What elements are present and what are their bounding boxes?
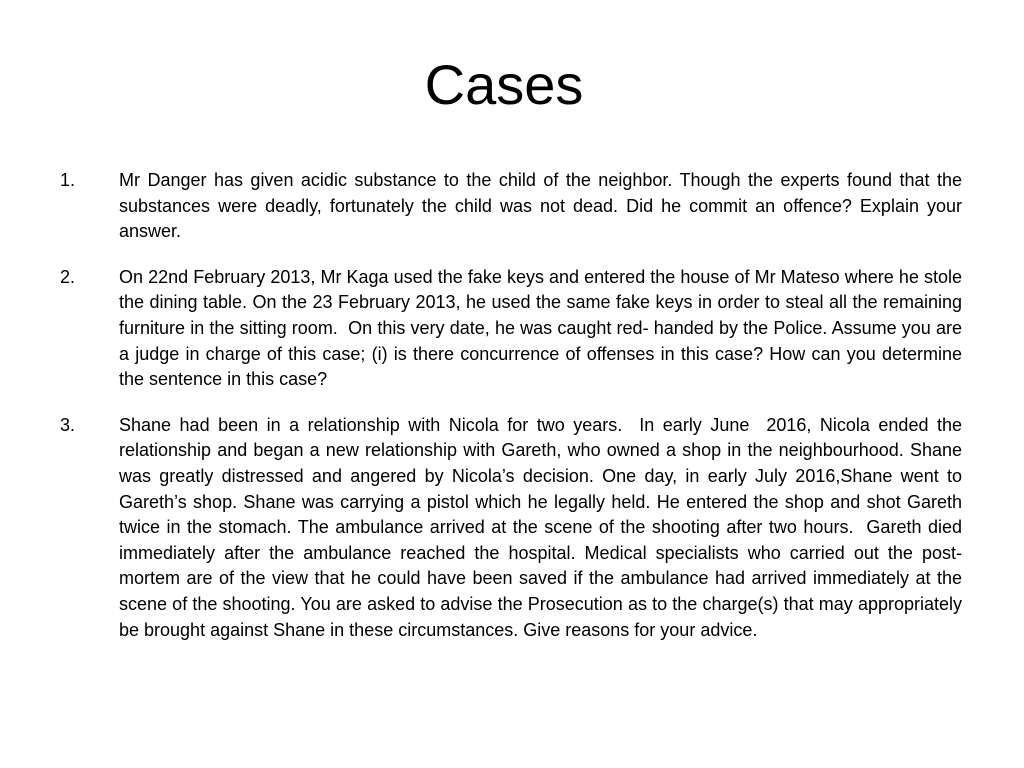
case-item-2: [60, 265, 968, 393]
case-text: Shane had been in a relationship with Nicola for two years. In early June 2016, Nicola ended the relationship and began a new relationship with Gareth, who owned a shop in the neighbourhood. Shane was greatly distressed and angered by Nicola’s decision. One day, in early July 2016,Shane went to Gareth’s shop. Shane was carrying a pistol which he legally held. He entered the shop and shot Gareth twice in the stomach. The ambulance arrived at the scene of the shooting after two hours. Gareth died immediately after the ambulance reached the hospital. Medical specialists who carried out the post-mortem are of the view that he could have been saved if the ambulance had arrived immediately at the scene of the shooting. You are asked to advise the Prosecution as to the charge(s) that may appropriately be brought against Shane in these circumstances. Give reasons for your advice.: [119, 414, 968, 640]
case-number: 3.: [60, 414, 76, 435]
case-item-3: [60, 413, 968, 643]
case-item-1: [60, 168, 968, 245]
case-number: 1.: [60, 170, 76, 190]
case-text: Mr Danger has given acidic substance to the child of the neighbor. Though the experts found that the substances were deadly, fortunately the child was not dead. Did he commit an offence? Explain your answer.: [119, 170, 968, 242]
case-number: 2.: [60, 266, 76, 287]
slide-title: Cases: [424, 53, 584, 116]
case-text: On 22nd February 2013, Mr Kaga used the fake keys and entered the house of Mr Mateso where he stole the dining table. On the 23 February 2013, he used the same fake keys in order to steal all the remaining furniture in the sitting room. On this very date, he was caught red- handed by the Police. Assume you are a judge in charge of this case; (i) is there concurrence of offenses in this case? How can you determine the sentence in this case?: [119, 266, 968, 390]
cases-list: [60, 168, 968, 663]
